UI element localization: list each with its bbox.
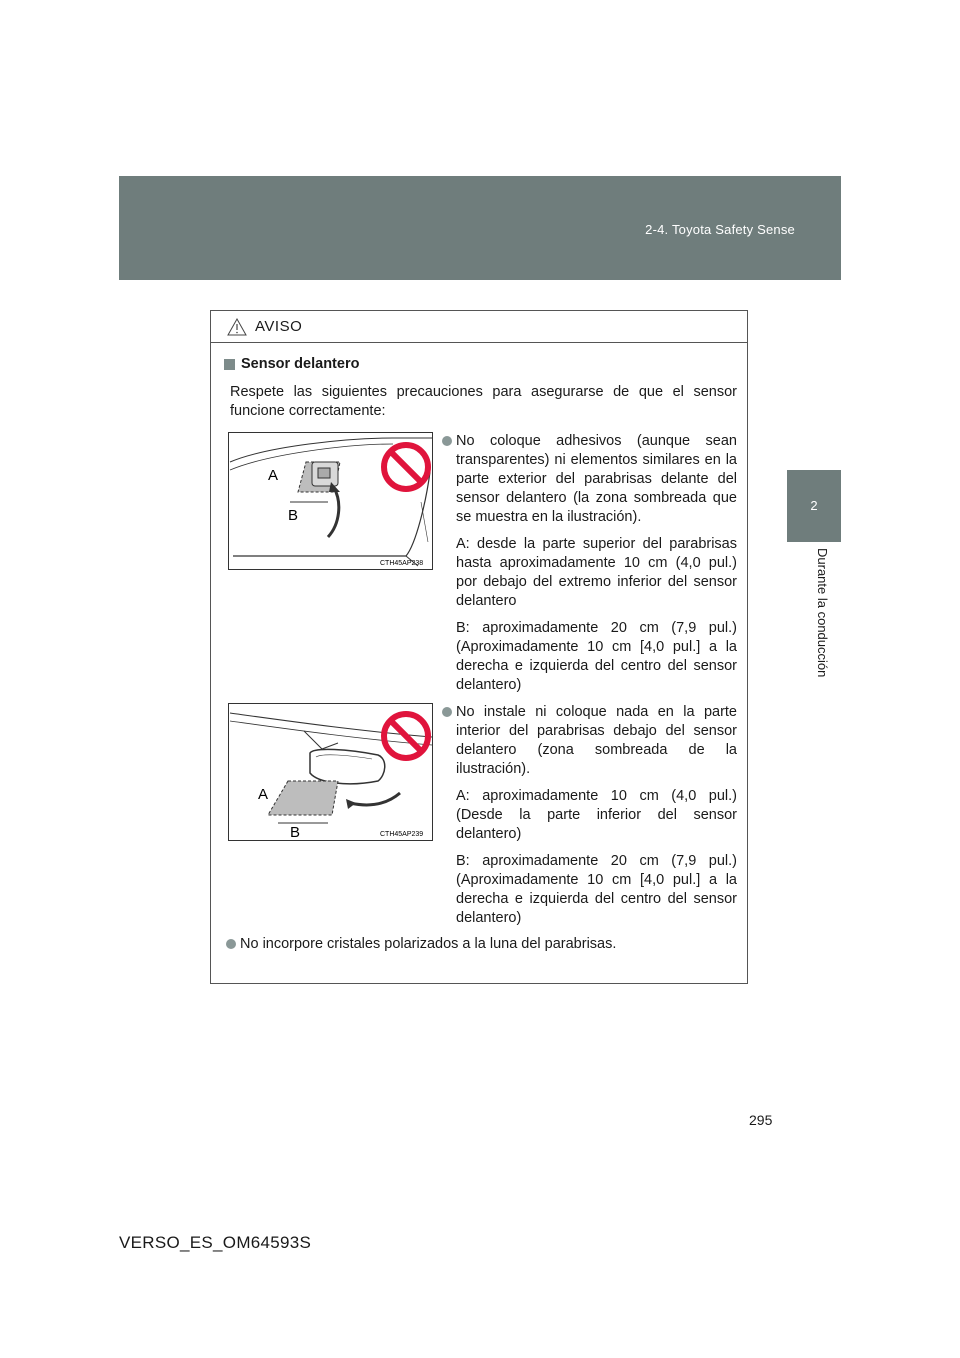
header-band	[119, 176, 841, 280]
windshield-exterior-image	[228, 432, 433, 570]
precaution-main-1: No coloque adhesivos (aunque sean transparentes) ni elementos similares en la parte exterior del parabrisas delante del sensor delantero (la zona sombreada que se muestra en la ilustración).	[456, 433, 737, 525]
windshield-interior-image	[228, 703, 433, 841]
square-bullet-icon	[224, 359, 235, 370]
page-number: 295	[749, 1112, 773, 1128]
chapter-label: Durante la conducción	[815, 548, 830, 678]
document-code: VERSO_ES_OM64593S	[119, 1233, 312, 1252]
final-precaution-text: No incorpore cristales polarizados a la luna del parabrisas.	[240, 936, 617, 952]
label-a: A	[268, 467, 279, 484]
label-b: B	[288, 507, 299, 524]
note-b-1: B: aproximadamente 20 cm (7,9 pul.) (Aproximadamente 10 cm [4,0 pul.] a la derecha e izquierda del centro del sensor delantero)	[456, 620, 737, 693]
intro-paragraph: Respete las siguientes precauciones para asegurarse de que el sensor funcione correctamente:	[230, 384, 737, 419]
round-bullet-icon	[442, 436, 452, 446]
label-a: A	[258, 786, 269, 803]
precaution-row-1	[224, 432, 737, 695]
illustration-interior	[228, 703, 433, 928]
round-bullet-icon	[442, 707, 452, 717]
section-heading-text: Sensor delantero	[241, 356, 360, 372]
note-a-1: A: desde la parte superior del parabrisas hasta aproximadamente 10 cm (4,0 pul.) por debajo del extremo inferior del sensor delantero	[456, 536, 737, 609]
label-b: B	[290, 824, 301, 841]
section-heading	[224, 355, 737, 374]
image-code: CTH45AP238	[380, 560, 424, 567]
image-code: CTH45AP239	[380, 831, 424, 838]
note-a-2: A: aproximadamente 10 cm (4,0 pul.) (Desde la parte inferior del sensor delantero)	[456, 788, 737, 842]
precaution-row-2	[224, 703, 737, 928]
round-bullet-icon	[226, 939, 236, 949]
chapter-tab[interactable]: 2	[787, 470, 841, 542]
note-b-2: B: aproximadamente 20 cm (7,9 pul.) (Aproximadamente 10 cm [4,0 pul.] a la derecha e izquierda del centro del sensor delantero)	[456, 853, 737, 926]
precaution-main-2: No instale ni coloque nada en la parte interior del parabrisas debajo del sensor delantero (zona sombreada de la ilustración).	[456, 704, 737, 777]
warning-title: AVISO	[255, 318, 303, 335]
final-precaution	[226, 935, 737, 954]
warning-header	[211, 311, 747, 343]
section-title: 2-4. Toyota Safety Sense	[645, 222, 795, 237]
illustration-exterior	[228, 432, 433, 695]
warning-box	[210, 310, 748, 984]
warning-triangle-icon	[227, 318, 247, 336]
precaution-text-1	[442, 432, 737, 695]
precaution-text-2	[442, 703, 737, 928]
